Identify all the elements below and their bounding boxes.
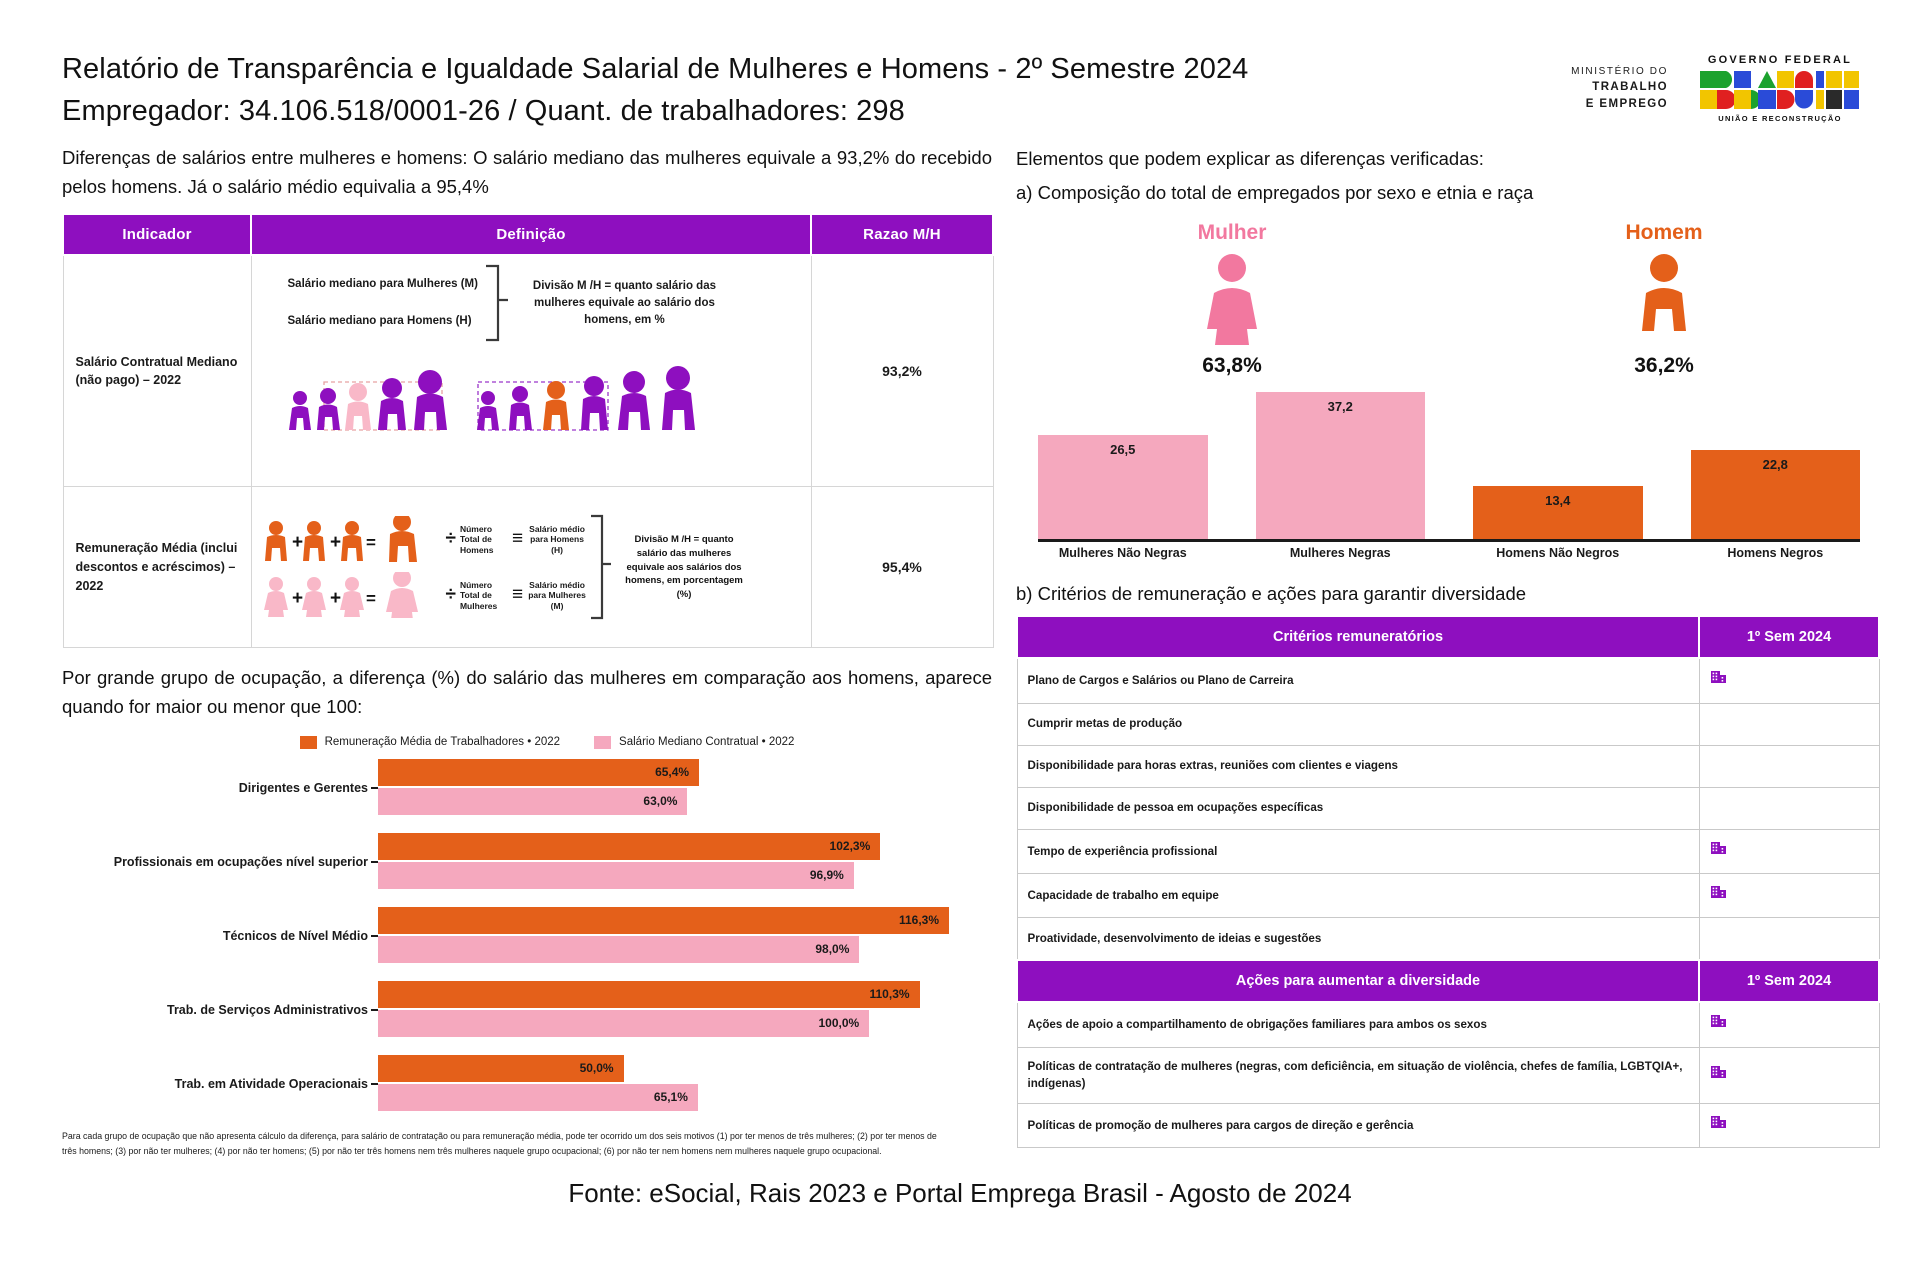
criteria-mark-6[interactable] <box>1699 918 1879 960</box>
occ-value-p-1: 96,9% <box>809 868 844 883</box>
women-total-label: Número Total de Mulheres <box>459 579 498 611</box>
ethnicity-bar-labels <box>1038 546 1860 560</box>
bar-label-2: Homens Não Negros <box>1496 546 1620 561</box>
occ-group-row <box>68 1055 992 1113</box>
brace-icon-2 <box>587 512 613 622</box>
right-column <box>1016 144 1880 1159</box>
median-men-label: Salário mediano para Homens (H) <box>287 315 472 328</box>
elements-intro-text: Elementos que podem explicar as diferenças verificadas: <box>1016 148 1484 170</box>
diversity-label-2: Políticas de promoção de mulheres para cargos de direção e gerência <box>1017 1103 1699 1147</box>
header-titles <box>62 48 1571 132</box>
table-row <box>1017 1047 1879 1103</box>
bar-mulheres-nao-negras <box>1038 435 1208 539</box>
legend-label-mediano: Salário Mediano Contratual • 2022 <box>619 736 795 749</box>
brace-icon <box>484 264 510 342</box>
men-total-label: Número Total de Homens <box>459 523 494 555</box>
criteria-header-right: 1º Sem 2024 <box>1699 616 1879 658</box>
legend-item-mediano <box>594 736 794 749</box>
table-row <box>1017 703 1879 745</box>
ratio-median: 93,2% <box>811 255 993 487</box>
criteria-label-5: Capacidade de trabalho em equipe <box>1017 874 1699 918</box>
occupation-chart-legend <box>102 736 992 749</box>
criteria-label-2: Disponibilidade para horas extras, reuniões com clientes e viagens <box>1017 745 1699 787</box>
gender-label-man: Homem <box>1625 221 1703 245</box>
women-average-label: Salário médio para Mulheres (M) <box>528 579 586 611</box>
table-row <box>1017 787 1879 829</box>
col-razao: Razao M/H <box>811 214 993 255</box>
table-row <box>1017 874 1879 918</box>
gov-federal-label: GOVERNO FEDERAL <box>1707 54 1853 66</box>
occ-label-3: Trab. de Serviços Administrativos <box>68 1003 378 1017</box>
ethnicity-bars <box>1038 392 1860 542</box>
men-figures-icon <box>262 516 442 562</box>
legend-swatch-orange <box>300 736 317 749</box>
diversity-mark-1[interactable] <box>1699 1047 1879 1103</box>
criteria-label-1: Cumprir metas de produção <box>1017 703 1699 745</box>
man-figure-icon <box>1636 253 1692 345</box>
bar-homens-negros <box>1691 450 1861 540</box>
criteria-label-6: Proatividade, desenvolvimento de ideias e sugestões <box>1017 918 1699 960</box>
occ-bars-3 <box>378 981 992 1039</box>
occ-label-1: Profissionais em ocupações nível superior <box>68 855 378 869</box>
bar-col-3 <box>1691 392 1861 539</box>
average-division-note: Divisão M /H = quanto salário das mulheres equivale aos salários dos homens, em porcentagem (%) <box>625 534 743 601</box>
bar-label-3: Homens Negros <box>1727 546 1824 561</box>
col-definicao: Definição <box>251 214 811 255</box>
diversity-table <box>1016 959 1880 1148</box>
table-row <box>1017 1103 1879 1147</box>
occ-group-row <box>68 981 992 1039</box>
occupation-bar-chart <box>68 759 992 1113</box>
definition-average-pay <box>251 487 811 648</box>
gender-pct-woman: 63,8% <box>1202 354 1262 378</box>
building-mark-icon <box>1710 884 1728 902</box>
page-header <box>0 0 1920 132</box>
occ-bars-4 <box>378 1055 992 1113</box>
svg-text:+: + <box>291 588 303 610</box>
occ-label-0: Dirigentes e Gerentes <box>68 781 378 795</box>
occ-label-2: Técnicos de Nível Médio <box>68 929 378 943</box>
people-figures-icon <box>288 356 718 434</box>
diversity-header-left: Ações para aumentar a diversidade <box>1017 960 1699 1002</box>
bar-homens-nao-negros <box>1473 486 1643 539</box>
bar-value-0: 26,5 <box>1110 441 1136 457</box>
table-row <box>1017 745 1879 787</box>
bar-col-2 <box>1473 392 1643 539</box>
table-row <box>63 487 993 648</box>
ministry-line-3: E EMPREGO <box>1585 97 1668 110</box>
criteria-mark-1[interactable] <box>1699 703 1879 745</box>
table-row <box>63 255 993 487</box>
svg-text:+: + <box>329 532 341 554</box>
employer-line: Empregador: 34.106.518/0001-26 / Quant. de trabalhadores: 298 <box>62 95 905 128</box>
occupation-intro: Por grande grupo de ocupação, a diferença (%) do salário das mulheres em comparação aos homens, aparece quando for maior ou menor que 100: <box>62 667 992 718</box>
diversity-mark-2[interactable] <box>1699 1103 1879 1147</box>
occ-bars-1 <box>378 833 992 891</box>
svg-text:=: = <box>365 533 376 553</box>
gov-slogan: UNIÃO E RECONSTRUÇÃO <box>1718 114 1842 123</box>
people-pictogram-row <box>262 356 801 434</box>
criteria-mark-5[interactable] <box>1699 874 1879 918</box>
table-row <box>1017 658 1879 703</box>
criteria-header-row <box>1017 616 1879 658</box>
diversity-label-1: Políticas de contratação de mulheres (negras, com deficiência, em situação de violência, chefes de família, LGBTQIA+, indígenas) <box>1017 1047 1699 1103</box>
occ-value-o-2: 116,3% <box>898 913 940 928</box>
criteria-mark-4[interactable] <box>1699 829 1879 873</box>
building-mark-icon <box>1710 1114 1728 1132</box>
page-title: Relatório de Transparência e Igualdade Salarial de Mulheres e Homens - 2º Semestre 2024 <box>62 53 1249 85</box>
median-division-note: Divisão M /H = quanto salário das mulheres equivale ao salário dos homens, em % <box>532 279 716 327</box>
definition-median-salary <box>251 255 811 487</box>
indicator-table-header-row <box>63 214 993 255</box>
formula-men-row <box>262 516 588 562</box>
occ-bars-2 <box>378 907 992 965</box>
indicator-average-pay: Remuneração Média (inclui descontos e acréscimos) – 2022 <box>63 487 251 648</box>
equals-symbol-women: ≡ <box>511 584 524 606</box>
occ-value-o-1: 102,3% <box>829 839 871 854</box>
occ-value-o-4: 50,0% <box>579 1061 614 1076</box>
bar-value-2: 13,4 <box>1545 493 1571 509</box>
diversity-mark-0[interactable] <box>1699 1002 1879 1047</box>
occ-label-4: Trab. em Atividade Operacionais <box>68 1077 378 1091</box>
divide-symbol-men: ÷ <box>445 528 456 550</box>
occ-group-row <box>68 759 992 817</box>
criteria-mark-0[interactable] <box>1699 658 1879 703</box>
criteria-label-0: Plano de Cargos e Salários ou Plano de Carreira <box>1017 658 1699 703</box>
occ-value-p-3: 100,0% <box>818 1016 860 1031</box>
occ-value-p-4: 65,1% <box>653 1090 688 1105</box>
occ-group-row <box>68 833 992 891</box>
col-indicador: Indicador <box>63 214 251 255</box>
building-mark-icon <box>1710 669 1728 687</box>
occ-value-o-0: 65,4% <box>655 765 690 780</box>
left-column <box>62 144 992 1159</box>
indicator-table <box>62 213 994 648</box>
bar-value-1: 37,2 <box>1327 399 1353 415</box>
gender-pct-man: 36,2% <box>1634 354 1694 378</box>
table-row <box>1017 829 1879 873</box>
gender-block-man <box>1514 221 1814 378</box>
brasil-brand-icon <box>1698 69 1862 111</box>
legend-swatch-pink <box>594 736 611 749</box>
formula-women-row <box>262 572 588 618</box>
occ-value-p-2: 98,0% <box>815 942 850 957</box>
ratio-average: 95,4% <box>811 487 993 648</box>
building-mark-icon <box>1710 1064 1728 1082</box>
gender-composition <box>1016 221 1880 378</box>
bar-value-3: 22,8 <box>1762 456 1788 472</box>
criteria-table <box>1016 615 1880 960</box>
women-figures-icon <box>262 572 442 618</box>
gender-label-woman: Mulher <box>1197 221 1267 245</box>
elements-intro <box>1016 144 1880 207</box>
occ-value-o-3: 110,3% <box>869 987 910 1002</box>
gov-federal-logo <box>1698 54 1862 123</box>
criteria-mark-3[interactable] <box>1699 787 1879 829</box>
diversity-header-row <box>1017 960 1879 1002</box>
woman-figure-icon <box>1204 253 1260 345</box>
bar-label-0: Mulheres Não Negras <box>1058 546 1187 561</box>
diversity-label-0: Ações de apoio a compartilhamento de obrigações familiares para ambos os sexos <box>1017 1002 1699 1047</box>
header-logos <box>1571 48 1880 123</box>
ministry-line-2: TRABALHO <box>1592 81 1668 94</box>
ministry-line-1: MINISTÉRIO DO <box>1571 65 1668 77</box>
bar-label-1: Mulheres Negras <box>1289 546 1391 561</box>
occ-bars-0 <box>378 759 992 817</box>
legend-item-remuneracao <box>300 736 560 749</box>
criteria-label-4: Tempo de experiência profissional <box>1017 829 1699 873</box>
bar-col-0 <box>1038 392 1208 539</box>
ministry-logo <box>1571 65 1668 113</box>
occ-group-row <box>68 907 992 965</box>
median-women-label: Salário mediano para Mulheres (M) <box>287 277 478 290</box>
source-line: Fonte: eSocial, Rais 2023 e Portal Emprega Brasil - Agosto de 2024 <box>568 1177 1352 1208</box>
ethnicity-bar-chart <box>1038 392 1860 567</box>
content-columns <box>0 132 1920 1159</box>
svg-text:=: = <box>365 589 376 609</box>
average-pay-formula <box>262 516 588 618</box>
gender-block-woman <box>1082 221 1382 378</box>
legend-label-remuneracao: Remuneração Média de Trabalhadores • 2022 <box>324 736 561 749</box>
bar-col-1 <box>1256 392 1426 539</box>
svg-text:+: + <box>329 588 341 610</box>
table-row <box>1017 1002 1879 1047</box>
salary-difference-intro: Diferenças de salários entre mulheres e homens: O salário mediano das mulheres equivale a 93,2% do recebido pelos homens. Já o salário médio equivalia a 95,4% <box>62 147 992 197</box>
divide-symbol-women: ÷ <box>445 584 456 606</box>
bar-mulheres-negras <box>1256 392 1426 539</box>
criteria-mark-2[interactable] <box>1699 745 1879 787</box>
diversity-header-right: 1º Sem 2024 <box>1699 960 1879 1002</box>
svg-text:+: + <box>291 532 303 554</box>
occ-value-p-0: 63,0% <box>643 794 678 809</box>
equals-symbol-men: ≡ <box>511 528 524 550</box>
indicator-median-salary: Salário Contratual Mediano (não pago) – 2022 <box>63 255 251 487</box>
building-mark-icon <box>1710 840 1728 858</box>
men-average-label: Salário médio para Homens (H) <box>529 523 585 555</box>
criteria-header-left: Critérios remuneratórios <box>1017 616 1699 658</box>
criteria-label-3: Disponibilidade de pessoa em ocupações específicas <box>1017 787 1699 829</box>
section-b-title: b) Critérios de remuneração e ações para garantir diversidade <box>1016 583 1527 605</box>
section-a-title: a) Composição do total de empregados por sexo e etnia e raça <box>1016 181 1534 203</box>
building-mark-icon <box>1710 1013 1728 1031</box>
table-row <box>1017 918 1879 960</box>
occupation-footnote: Para cada grupo de ocupação que não apresenta cálculo da diferença, para salário de contratação ou para remuneração média, pode ter ocorrido um dos seis motivos (1) por ter menos de três mulheres; (2) por ter menos de três homens; (3) por não ter mulheres; (4) por não ter homens; (5) por não ter três homens nem três mulheres naquele grupo ocupacional; (6) por não ter nem homens nem mulheres naquele grupo ocupacional. <box>62 1130 937 1157</box>
